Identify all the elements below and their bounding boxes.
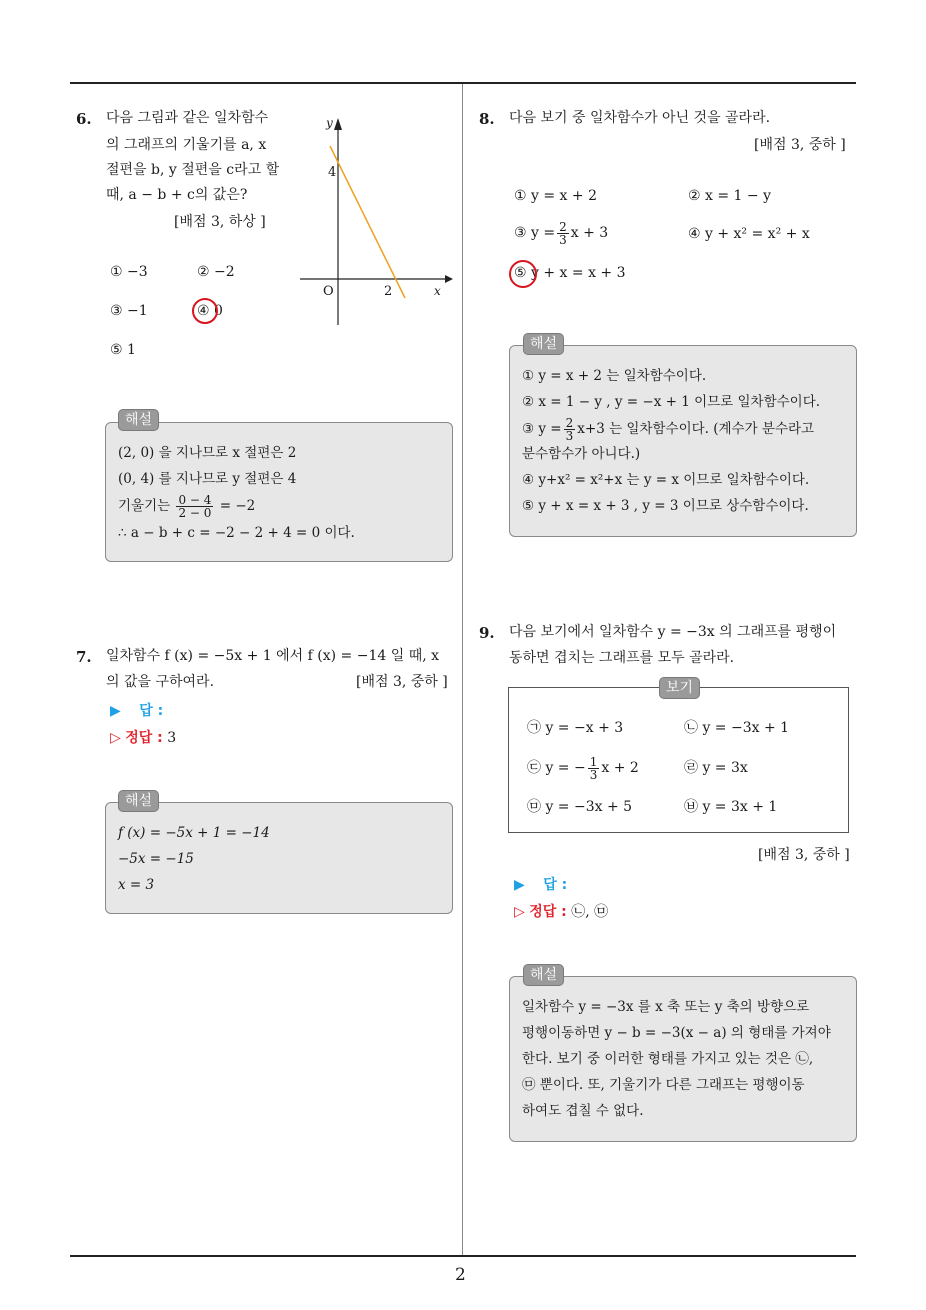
q8-score: [배점 3, 중하 ] (754, 137, 846, 153)
q7-correct-value: 3 (167, 730, 177, 746)
q8-explain-line-6: ⑤ y + x = x + 3 , y = 3 이므로 상수함수이다. (522, 498, 809, 514)
q8-choice-3-fraction (557, 221, 569, 246)
q8-frac-num: 2 (559, 219, 567, 234)
q7-text-line-1: 일차함수 f (x) = −5x + 1 에서 f (x) = −14 일 때, x (106, 648, 440, 664)
q6-choice-3[interactable]: ③ −1 (110, 303, 148, 319)
q8-choice-3-suffix: x + 3 (570, 225, 609, 241)
q9-explain-line-5: 하여도 겹칠 수 없다. (522, 1103, 644, 1119)
q8-choice-1[interactable]: ① y = x + 2 (514, 188, 597, 204)
q7-number: 7. (76, 648, 92, 666)
q6-number: 6. (76, 110, 92, 128)
q6-slope-num: 0 − 4 (178, 493, 212, 507)
q8-choice-2[interactable]: ② x = 1 − y (688, 188, 771, 204)
q9-choice-6[interactable]: ㉥ y = 3x + 1 (684, 799, 778, 815)
q6-text-line-3: 절편을 b, y 절편을 c라고 할 (106, 162, 280, 178)
q8-explain-line-2: ② x = 1 − y , y = −x + 1 이므로 일차함수이다. (522, 394, 821, 410)
q9-answer-row (514, 874, 567, 894)
q9-correct-row (514, 901, 608, 921)
q7-answer-label: 답 : (139, 703, 164, 719)
q6-explain-line-4: ∴ a − b + c = −2 − 2 + 4 = 0 이다. (118, 525, 355, 541)
q9-choice-3[interactable] (527, 750, 639, 786)
q6-explanation-tag: 해설 (118, 409, 159, 431)
q9-choice-5[interactable]: ㉤ y = −3x + 5 (527, 799, 633, 815)
q8-explain-frac-den: 3 (565, 429, 574, 443)
q9-answer-label: 답 : (543, 877, 568, 893)
q6-choice-4[interactable]: ④ 0 (197, 303, 223, 319)
q9-answer-arrow-icon: ▶ (514, 877, 525, 893)
q9-number: 9. (479, 624, 495, 642)
q7-score: [배점 3, 중하 ] (356, 674, 448, 690)
q6-graph-origin: O (323, 284, 334, 299)
q8-choice-4[interactable]: ④ y + x² = x² + x (688, 226, 810, 242)
q9-score: [배점 3, 중하 ] (758, 847, 850, 863)
q9-explanation-tag: 해설 (523, 964, 564, 986)
q8-explain-line-3-suffix: x+3 는 일차함수이다. (계수가 분수라고 (577, 421, 815, 437)
q6-text-line-4: 때, a − b + c의 값은? (106, 187, 248, 203)
q7-correct-row (110, 727, 176, 747)
q8-explain-line-3 (522, 412, 814, 446)
q8-explain-line-4: 분수함수가 아니다.) (522, 446, 641, 462)
q9-explain-line-1: 일차함수 y = −3x 를 x 축 또는 y 축의 방향으로 (522, 999, 810, 1015)
q8-selected-mark (509, 260, 537, 288)
q7-correct-arrow-icon: ▷ (110, 730, 121, 746)
q9-choice-2[interactable]: ㉡ y = −3x + 1 (684, 720, 790, 736)
q9-choices-box-label: 보기 (659, 677, 700, 699)
q6-graph-x-label: x (434, 284, 441, 298)
q6-explain-line-1: (2, 0) 을 지나므로 x 절편은 2 (118, 445, 297, 461)
q9-frac-den: 3 (589, 767, 598, 782)
q9-choice-4[interactable]: ㉣ y = 3x (684, 760, 748, 776)
q6-graph-y-tick: 4 (328, 165, 337, 180)
q6-slope-fraction (176, 494, 213, 519)
q9-choice-3-prefix: ㉢ y = − (527, 760, 586, 776)
top-rule (70, 82, 856, 84)
q8-number: 8. (479, 110, 495, 128)
q6-selected-mark (192, 298, 218, 324)
q9-correct-label: 정답 : (529, 904, 567, 920)
page-number: 2 (455, 1265, 466, 1285)
q8-explanation-box (509, 345, 857, 537)
q8-choice-3-prefix: ③ y = (514, 225, 556, 241)
q9-explanation-box (509, 976, 857, 1142)
q8-explain-frac-num: 2 (565, 416, 574, 430)
q7-text-line-2: 의 값을 구하여라. (106, 674, 215, 690)
q6-graph-y-label: y (326, 116, 333, 130)
q9-explain-line-4: ㉤ 뿐이다. 또, 기울기가 다른 그래프는 평행이동 (522, 1077, 805, 1093)
q6-text-line-2: 의 그래프의 기울기를 a, x (106, 137, 267, 153)
q8-explain-fraction (564, 417, 576, 442)
q6-explain-line-3 (118, 489, 255, 523)
q7-explain-line-1: f (x) = −5x + 1 = −14 (118, 825, 270, 841)
q9-explain-line-3: 한다. 보기 중 이러한 형태를 가지고 있는 것은 ㉡, (522, 1051, 814, 1067)
q9-text-line-2: 동하면 겹치는 그래프를 모두 골라라. (509, 650, 735, 666)
q6-choice-1[interactable]: ① −3 (110, 264, 148, 280)
q7-explanation-tag: 해설 (118, 790, 159, 812)
q6-score: [배점 3, 하상 ] (174, 214, 266, 230)
column-divider (462, 84, 463, 1256)
q9-correct-value: ㉡, ㉤ (571, 904, 609, 920)
q9-choices-box (508, 687, 849, 833)
q7-answer-row (110, 700, 163, 720)
q8-choice-5[interactable]: ⑤ y + x = x + 3 (514, 265, 626, 281)
q9-text-line-1: 다음 보기에서 일차함수 y = −3x 의 그래프를 평행이 (509, 624, 837, 640)
q8-explanation-tag: 해설 (523, 333, 564, 355)
q8-explain-line-1: ① y = x + 2 는 일차함수이다. (522, 368, 707, 384)
q9-explain-line-2: 평행이동하면 y − b = −3(x − a) 의 형태를 가져야 (522, 1025, 831, 1041)
q9-choice-3-fraction (588, 756, 600, 781)
q7-correct-label: 정답 : (125, 730, 163, 746)
q7-explain-line-3: x = 3 (118, 877, 155, 893)
q7-answer-arrow-icon: ▶ (110, 703, 121, 719)
q9-choice-3-suffix: x + 2 (601, 760, 639, 776)
q6-text-line-1: 다음 그림과 같은 일차함수 (106, 110, 269, 126)
q8-frac-den: 3 (559, 232, 567, 247)
q6-explanation-box (105, 422, 453, 562)
q6-explain-line-2: (0, 4) 를 지나므로 y 절편은 4 (118, 471, 297, 487)
q6-slope-den: 2 − 0 (178, 506, 212, 520)
q7-explanation-box (105, 802, 453, 914)
q6-explain-slope-suffix: = −2 (219, 498, 256, 514)
bottom-rule (70, 1255, 856, 1257)
q9-choice-1[interactable]: ㉠ y = −x + 3 (527, 720, 624, 736)
q6-choice-5[interactable]: ⑤ 1 (110, 342, 136, 358)
q7-explain-line-2: −5x = −15 (118, 851, 194, 867)
q8-explain-line-3-prefix: ③ y = (522, 421, 562, 437)
q6-graph (295, 110, 455, 330)
q9-frac-num: 1 (589, 754, 598, 769)
q9-correct-arrow-icon: ▷ (514, 904, 525, 920)
q8-choice-3[interactable] (514, 214, 608, 252)
q8-explain-line-5: ④ y+x² = x²+x 는 y = x 이므로 일차함수이다. (522, 472, 810, 488)
q6-explain-slope-prefix: 기울기는 (118, 498, 171, 514)
q8-text: 다음 보기 중 일차함수가 아닌 것을 골라라. (509, 110, 771, 126)
q6-choice-2[interactable]: ② −2 (197, 264, 235, 280)
q6-graph-x-tick: 2 (384, 284, 393, 299)
